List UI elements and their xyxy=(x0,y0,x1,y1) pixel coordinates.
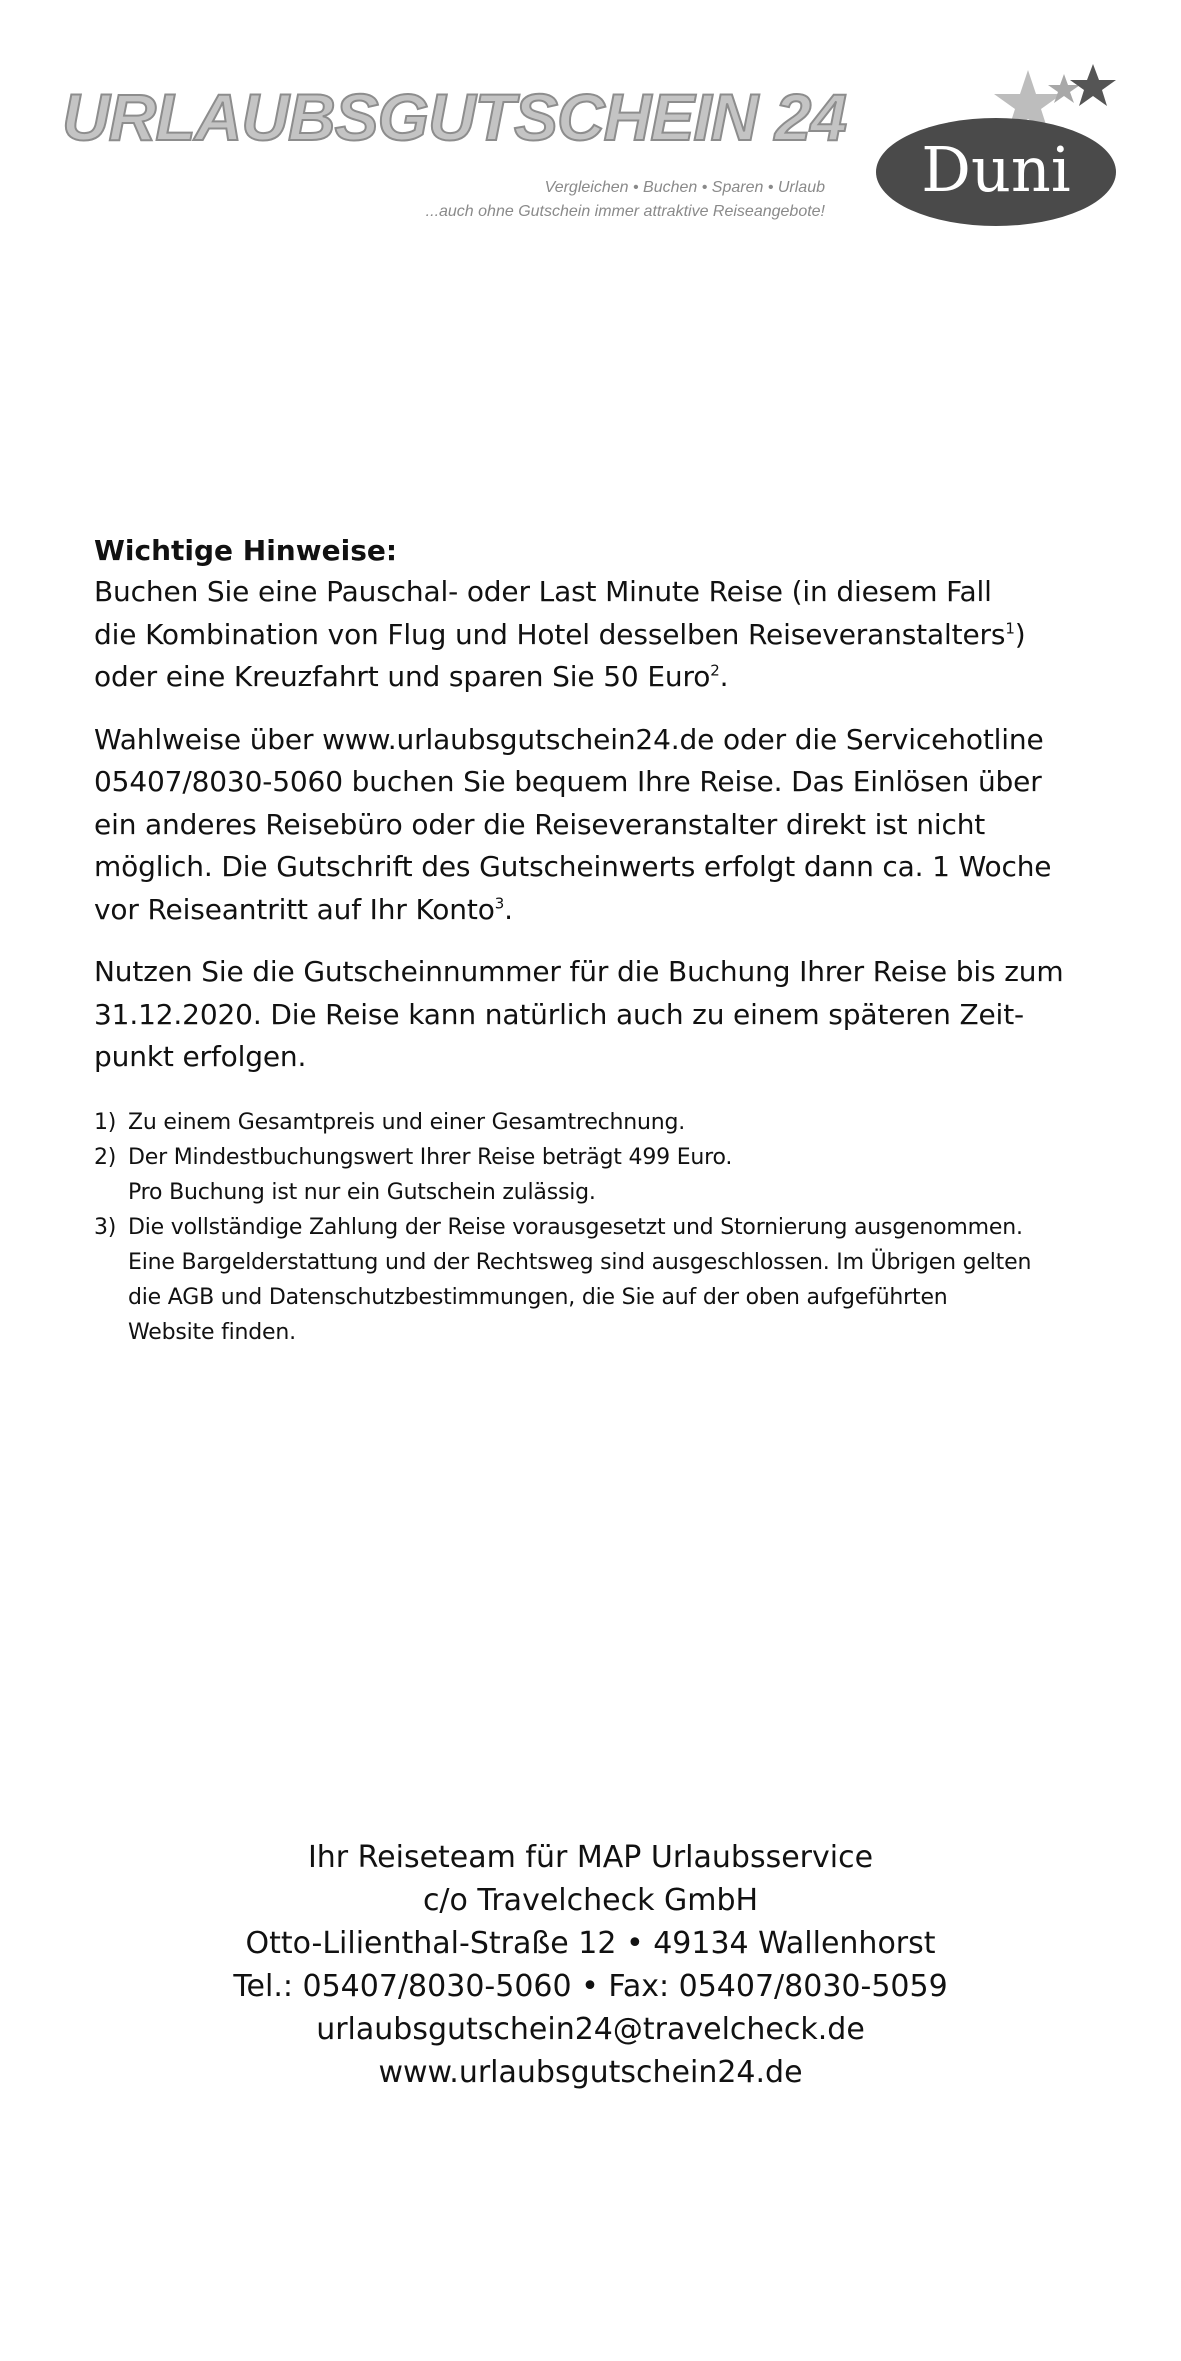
paragraph-2-end: . xyxy=(504,892,513,926)
contact-email: urlaubsgutschein24@travelcheck.de xyxy=(316,2012,865,2047)
notice-paragraph-3 xyxy=(94,951,1134,1079)
footnote-item xyxy=(94,1105,1134,1140)
footnote-item xyxy=(94,1140,1134,1210)
brand-tagline xyxy=(426,176,825,224)
paragraph-2-text: Wahlweise über www.urlaubsgutschein24.de oder die Servicehotline 05407/8030-5060 buchen Sie bequem Ihre Reise. Das Einlösen über ein anderes Reisebüro oder die Reiseveranstalter direkt ist nicht möglich. Die Gutschrift des Gutscheinwerts erfolgt dann ca. 1 Woche vor Reiseantritt auf Ihr Konto xyxy=(94,722,1052,926)
tagline-line-1: Vergleichen • Buchen • Sparen • Urlaub xyxy=(544,179,825,196)
footnote-text: Die vollständige Zahlung der Reise vorausgesetzt und Stornierung ausgenommen. Eine Bargelderstattung und der Rechtsweg sind ausgeschlossen. Im Übrigen gelten die AGB und Datenschutzbestimmungen, die Sie auf der oben aufgeführten Website finden. xyxy=(128,1214,1032,1345)
paragraph-3-text: Nutzen Sie die Gutscheinnummer für die Buchung Ihrer Reise bis zum 31.12.2020. Die Reise kann natürlich auch zu einem späteren Zeit- punkt erfolgen. xyxy=(94,955,1064,1073)
contact-company: c/o Travelcheck GmbH xyxy=(422,1883,759,1918)
footnote-ref-2: 2 xyxy=(710,661,720,680)
footnote-number: 2) xyxy=(94,1144,117,1170)
paragraph-1-mid: ) oder eine Kreuzfahrt und sparen Sie 50 Euro xyxy=(94,617,1026,693)
brand-logo: URLAUBSGUTSCHEIN 24 xyxy=(62,80,847,154)
footnote-ref-3: 3 xyxy=(494,894,505,913)
paragraph-1-text: Buchen Sie eine Pauschal- oder Last Minute Reise (in diesem Fall die Kombination von Flug und Hotel desselben Reiseveranstalters xyxy=(94,575,1006,651)
duni-logo-text: Duni xyxy=(921,133,1071,206)
tagline-line-2: ...auch ohne Gutschein immer attraktive Reiseangebote! xyxy=(425,203,825,220)
notice-paragraph-2 xyxy=(94,719,1134,932)
paragraph-1-end: . xyxy=(719,660,729,693)
footnotes-list xyxy=(94,1105,1134,1350)
contact-address: Otto-Lilienthal-Straße 12 • 49134 Wallenhorst xyxy=(245,1926,936,1961)
notice-section xyxy=(94,530,1134,1350)
contact-team: Ihr Reiseteam für MAP Urlaubsservice xyxy=(307,1840,874,1875)
contact-phone-fax: Tel.: 05407/8030-5060 • Fax: 05407/8030-5059 xyxy=(233,1969,948,2004)
contact-block xyxy=(0,1836,1181,2094)
page-header xyxy=(0,0,1181,260)
notice-title: Wichtige Hinweise: xyxy=(94,534,398,567)
duni-logo xyxy=(868,60,1128,230)
notice-paragraph-1 xyxy=(94,571,1134,699)
footnote-number: 3) xyxy=(94,1214,117,1240)
footnote-text: Zu einem Gesamtpreis und einer Gesamtrechnung. xyxy=(128,1109,686,1135)
footnote-text: Der Mindestbuchungswert Ihrer Reise beträgt 499 Euro. Pro Buchung ist nur ein Gutschein zulässig. xyxy=(128,1144,733,1205)
footnote-item xyxy=(94,1210,1134,1350)
footnote-number: 1) xyxy=(94,1109,117,1135)
footnote-ref-1: 1 xyxy=(1005,619,1015,638)
contact-website: www.urlaubsgutschein24.de xyxy=(378,2055,803,2090)
